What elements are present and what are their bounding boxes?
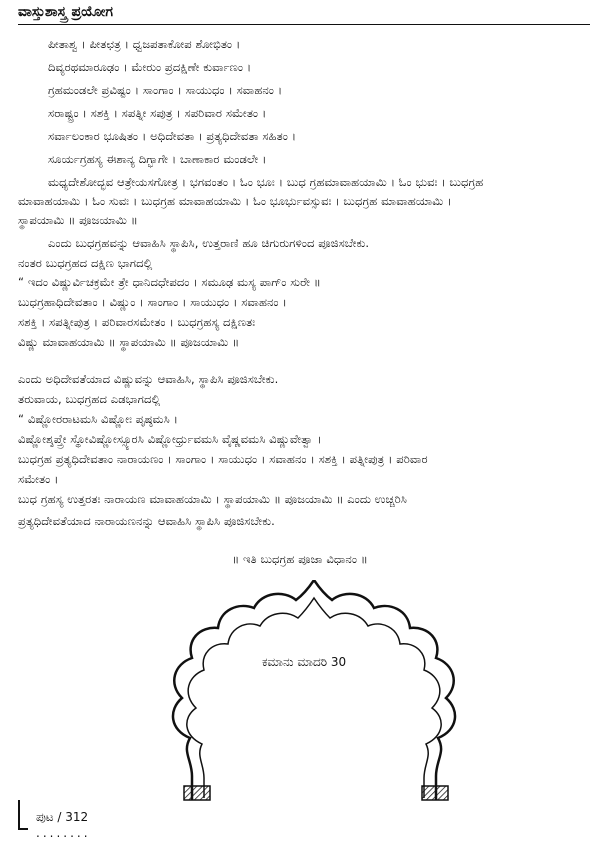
text-line: ಎಂದು ಅಧಿದೇವತೆಯಾದ ವಿಷ್ಣುವನ್ನು ಆವಾಹಿಸಿ, ಸ್ಥಾಪಿಸಿ ಪೂಜಿಸಬೇಕು. (18, 372, 279, 386)
header-rule (18, 24, 590, 25)
text-line: ಬುಧ ಗ್ರಹಸ್ಯ ಉತ್ತರತಃ ನಾರಾಯಣ ಮಾವಾಹಯಾಮಿ । ಸ್ಥಾಪಯಾಮಿ ॥ ಪೂಜಯಾಮಿ ॥ ಎಂದು ಉಚ್ಚರಿಸಿ (18, 492, 407, 506)
text-line: ವಿಷ್ಣೋಶ್ಶಪ್ತ್ರೇ ಸ್ಥೋವಿಷ್ಣೋಸ್ಸ್ಯೂರಸಿ ವಿಷ್ಣೋರ್ಧ್ರುವಮಸಿ ವೈಷ್ಣವಮಸಿ ವಿಷ್ಣುವೇತ್ವಾ । (18, 432, 322, 446)
text-line: ಮಧ್ಯದೇಶೋದ್ಭವ ಆತ್ರೇಯಸಗೋತ್ರ । ಭಗವಂತಂ । ಓಂ ಭೂಃ । ಬುಧ ಗ್ರಹಮಾವಾಹಯಾಮಿ । ಓಂ ಭುವಃ । ಬುಧಗ್ರಹ (48, 175, 484, 189)
text-line: ಸರ್ವಾಲಂಕಾರ ಭೂಷಿತಂ । ಅಧಿದೇವತಾ । ಪ್ರತ್ಯಧಿದೇವತಾ ಸಹಿತಂ । (48, 129, 297, 143)
text-line: ಮಾವಾಹಯಾಮಿ । ಓಂ ಸುವಃ । ಬುಧಗ್ರಹ ಮಾವಾಹಯಾಮಿ । ಓಂ ಭೂರ್ಭುವಸ್ಸುವಃ । ಬುಧಗ್ರಹ ಮಾವಾಹಯಾಮಿ । (18, 194, 452, 208)
text-line: ವಿಷ್ಣು ಮಾವಾಹಯಾಮಿ ॥ ಸ್ಥಾಪಯಾಮಿ ॥ ಪೂಜಯಾಮಿ ॥ (18, 335, 240, 349)
text-line: ಸಶಕ್ತಿ । ಸಪತ್ನೀಪುತ್ರ । ಪರಿವಾರಸಮೇತಂ । ಬುಧಗ್ರಹಸ್ಯ ದಕ್ಷಿಣತಃ (18, 315, 256, 329)
figure-caption: ಕಮಾನು ಮಾದರಿ 30 (262, 655, 347, 669)
page-footer (18, 800, 218, 840)
arch-left-base (184, 786, 210, 800)
text-line: ಗ್ರಹಮಂಡಲೇ ಪ್ರವಿಷ್ಟಂ । ಸಾಂಗಾಂ । ಸಾಯುಧಂ । ಸವಾಹನಂ । (48, 83, 283, 97)
text-line: ತರುವಾಯ, ಬುಧಗ್ರಹದ ಎಡಭಾಗದಲ್ಲಿ (18, 392, 161, 406)
text-line: ಎಂದು ಬುಧಗ್ರಹವನ್ನು ಆವಾಹಿಸಿ ಸ್ಥಾಪಿಸಿ, ಉತ್ತರಾಣಿ ಹೂ ಚಿಗುರುಗಳಿಂದ ಪೂಜಿಸಬೇಕು. (48, 236, 370, 250)
text-line: ನಂತರ ಬುಧಗ್ರಹದ ದಕ್ಷಿಣ ಭಾಗದಲ್ಲಿ (18, 256, 153, 270)
text-line: ಸ್ಥಾಪಯಾಮಿ ॥ ಪೂಜಯಾಮಿ ॥ (18, 213, 138, 227)
text-line: “ ಇದಂ ವಿಷ್ಣುರ್ವಿಚಕ್ರಮೇ ತ್ರೇ ಧಾನಿದಧೇಪದಂ । ಸಮೂಢ ಮಸ್ಯ ಪಾಗ್ಂ ಸುರೇ ॥ (18, 275, 321, 289)
text-line: ದಿವ್ಯರಥಮಾರೂಢಂ । ಮೇರುಂ ಪ್ರದಕ್ಷಿಣೇ ಕುರ್ವಾಣಂ । (48, 60, 252, 74)
text-line: ಬುಧಗ್ರಹ ಪ್ರತ್ಯಧಿದೇವತಾಂ ನಾರಾಯಣಂ । ಸಾಂಗಾಂ । ಸಾಯುಧಂ । ಸವಾಹನಂ । ಸಶಕ್ತಿ । ಪತ್ನೀಪುತ್ರ । ಪರಿವಾರ (18, 452, 428, 466)
page-header (18, 0, 590, 26)
text-line: ಸರಾಷ್ಟ್ರಂ । ಸಶಕ್ತಿ । ಸಪತ್ನೀ ಸಪುತ್ರ । ಸಪರಿವಾರ ಸಮೇತಂ । (48, 106, 267, 120)
text-line: ಪ್ರತ್ಯಧಿದೇವತೆಯಾದ ನಾರಾಯಣನನ್ನು ಆವಾಹಿಸಿ ಸ್ಥಾಪಿಸಿ ಪೂಜಿಸಬೇಕು. (18, 514, 275, 528)
text-line: ಬುಧಗ್ರಹಾಧಿದೇವತಾಂ । ವಿಷ್ಣುಂ । ಸಾಂಗಾಂ । ಸಾಯುಧಂ । ಸವಾಹನಂ । (18, 295, 287, 309)
text-line: ಪೀತಾಶ್ವ । ಪೀತಛತ್ರ । ಧ್ವಜಪತಾಕೋಪ ಶೋಭಿತಂ । (48, 37, 241, 51)
footer-bracket (18, 800, 28, 830)
section-end-title: ॥ ಇತಿ ಬುಧಗ್ರಹ ಪೂಜಾ ವಿಧಾನಂ ॥ (232, 552, 368, 566)
text-line: ಸಮೇತಂ । (18, 472, 59, 486)
footer-dots: ........ (36, 826, 91, 840)
running-title: ವಾಸ್ತುಶಾಸ್ತ್ರ ಪ್ರಯೋಗ (18, 4, 113, 20)
page-number: ಪುಟ / 312 (36, 810, 89, 824)
text-line: ಸೂರ್ಯಗ್ರಹಸ್ಯ ಈಶಾನ್ಯ ದಿಗ್ಭಾಗೇ । ಬಾಣಾಕಾರ ಮಂಡಲೇ । (48, 152, 267, 166)
arch-illustration (80, 580, 560, 820)
text-line: “ ವಿಷ್ಣೋರರಾಟಮಸಿ ವಿಷ್ಣೋಃ ಪೃಷ್ಠಮಸಿ । (18, 412, 179, 426)
arch-right-base (422, 786, 448, 800)
